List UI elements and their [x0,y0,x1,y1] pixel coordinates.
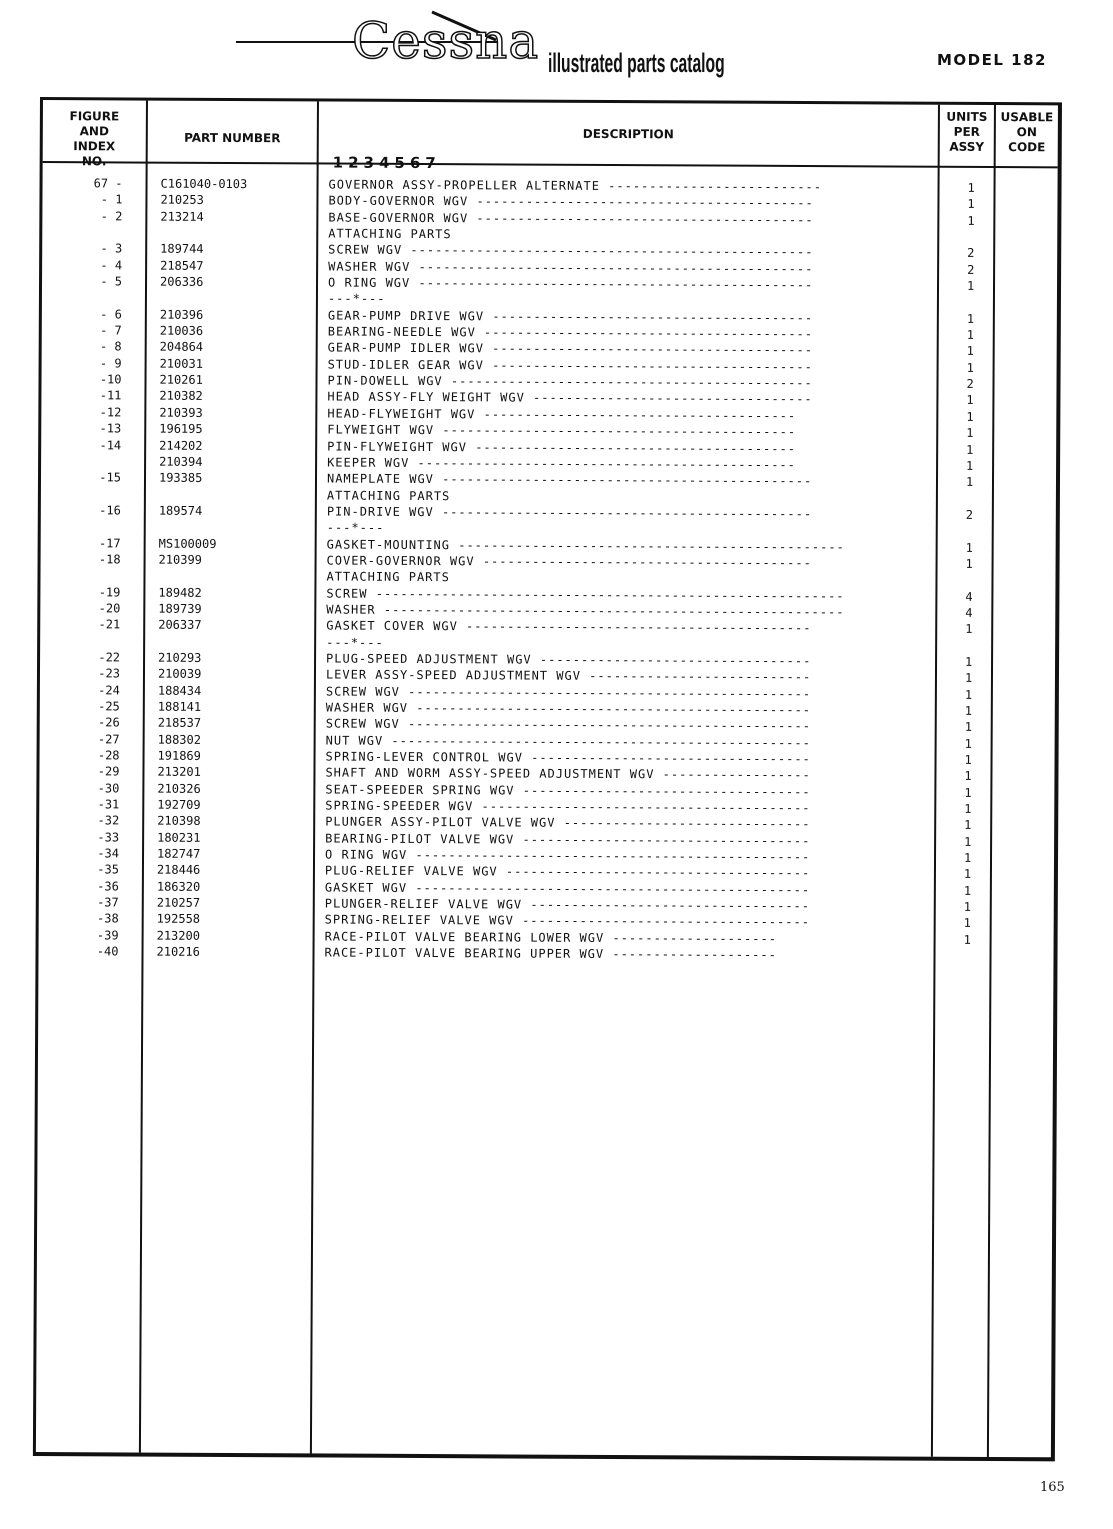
units-cell: 1 [964,801,972,816]
figure-index-cell: -31 [97,797,120,812]
figure-index-cell: -10 [99,372,122,387]
part-number-cell: 206337 [158,617,202,633]
part-number-cell: 188302 [157,732,202,747]
part-number-cell: 210398 [157,814,201,829]
figure-index-cell: -12 [99,405,122,420]
part-number-cell: 191869 [157,748,201,763]
description-cell: SCREW --------------------------------------------------------- [326,586,845,603]
part-number-cell: 213214 [160,209,204,224]
page-number: 165 [1040,1480,1065,1495]
figure-index-cell: -17 [98,535,121,550]
part-number-cell: 189739 [158,601,202,616]
units-cell: 1 [966,393,974,408]
description-cell: SCREW WGV ------------------------------------------------- [325,684,812,701]
figure-index-cell: -20 [98,601,121,616]
figure-index-cell: - 1 [100,192,123,207]
figure-index-cell: -28 [97,748,120,763]
part-number-cell: 188434 [157,683,202,698]
units-cell: 1 [967,180,975,195]
figure-index-cell: -36 [97,879,119,894]
description-cell: ATTACHING PARTS [328,226,452,242]
header-divider [43,161,1058,168]
part-number-cell: 210394 [159,454,203,469]
units-cell: 1 [963,883,972,898]
units-cell: 1 [963,867,972,882]
part-number-cell: 182747 [157,846,201,861]
description-cell: HEAD ASSY-FLY WEIGHT WGV ---------------------------------- [327,389,813,407]
description-cell: GEAR-PUMP DRIVE WGV --------------------------------------- [327,308,814,325]
part-number-cell: 210261 [159,372,203,387]
part-number-cell: 189574 [158,503,203,518]
units-cell: 1 [964,687,973,702]
part-number-cell: 192558 [156,912,201,927]
figure-index-cell: -38 [96,911,119,926]
description-cell: RACE-PILOT VALVE BEARING UPPER WGV -------------------- [324,945,777,963]
header-part-number: PART NUMBER [184,130,281,146]
description-cell: PLUG-RELIEF VALVE WGV ------------------------------------- [324,863,811,881]
description-cell: SPRING-SPEEDER WGV ---------------------------------------- [325,798,811,816]
description-cell: BASE-GOVERNOR WGV ----------------------------------------- [328,210,814,227]
description-cell: NUT WGV --------------------------------------------------- [325,733,811,750]
part-number-cell: 214202 [159,438,203,453]
part-number-cell: 210326 [157,781,201,796]
units-cell: 2 [967,246,975,261]
units-cell: 1 [964,671,973,686]
description-cell: BEARING-NEEDLE WGV ---------------------------------------- [327,324,814,342]
part-number-cell: 213200 [156,928,201,943]
part-number-cell: 218547 [160,258,204,273]
part-number-cell: 218446 [156,863,201,878]
units-cell: 1 [965,622,973,637]
units-cell: 1 [963,916,971,931]
description-cell: GOVERNOR ASSY-PROPELLER ALTERNATE -------------------------- [328,177,823,195]
description-cell: LEVER ASSY-SPEED ADJUSTMENT WGV --------------------------- [325,667,812,685]
figure-index-cell: -14 [99,437,122,452]
figure-index-cell: - 3 [100,241,123,256]
description-cell: O RING WGV ------------------------------------------------ [327,275,814,293]
part-number-cell: 210393 [159,405,203,420]
figure-index-cell: 67 - [93,176,123,191]
header-description: DESCRIPTION [582,126,674,142]
figure-index-cell: -37 [97,895,119,910]
figure-index-cell: - 9 [99,356,122,371]
description-cell: SHAFT AND WORM ASSY-SPEED ADJUSTMENT WGV ------------------ [325,765,811,783]
units-cell: 2 [965,507,974,522]
header-units-per-assy: UNITS PER ASSY [946,109,988,154]
part-number-cell: C161040-0103 [160,176,248,192]
units-cell: 1 [963,899,972,915]
description-cell: ---*--- [326,635,384,650]
units-cell: 1 [965,556,973,571]
part-number-cell: 189744 [160,242,204,257]
part-number-cell: 193385 [158,470,203,486]
part-number-cell: 188141 [157,699,202,714]
figure-index-cell: -26 [98,715,120,730]
description-cell: SPRING-RELIEF VALVE WGV ----------------------------------- [324,912,810,930]
figure-index-cell: -21 [98,617,121,632]
part-number-cell: 189482 [158,585,202,600]
units-cell: 1 [966,409,974,424]
part-number-cell: 210216 [156,944,200,960]
model-label: MODEL 182 [937,51,1047,69]
units-cell: 1 [964,834,972,849]
units-cell: 2 [966,376,974,392]
figure-index-cell: -39 [96,928,119,943]
page-header [0,0,1113,95]
description-cell: O RING WGV ------------------------------------------------ [325,847,811,865]
part-number-cell: 210382 [159,389,203,404]
description-cell: ATTACHING PARTS [326,569,450,585]
figure-index-cell: - 2 [100,209,123,224]
part-number-cell: 210039 [157,666,202,682]
figure-index-cell: -19 [98,584,121,600]
figure-index-cell: -13 [99,421,122,436]
part-number-cell: 210396 [159,307,204,322]
units-cell: 4 [965,589,973,604]
figure-index-cell: - 6 [100,307,122,322]
description-cell: GASKET-MOUNTING ----------------------------------------------- [326,537,845,554]
part-number-cell: 204864 [159,340,204,355]
description-cell: GASKET COVER WGV ------------------------------------------ [326,618,812,636]
header-indent-digits: 1234567 [332,153,441,173]
units-cell: 4 [965,605,973,620]
figure-index-cell: -15 [99,470,122,485]
units-cell: 1 [967,197,975,212]
part-number-cell: 186320 [156,879,201,894]
description-cell: BODY-GOVERNOR WGV ----------------------------------------- [328,193,814,211]
units-cell: 1 [966,442,974,457]
figure-index-cell: -24 [98,682,120,698]
units-cell: 1 [963,850,972,865]
figure-index-cell: -40 [96,944,119,959]
description-cell: ---*--- [326,520,385,536]
description-cell: GEAR-PUMP IDLER WGV --------------------------------------- [327,340,813,358]
header-usable-on-code: USABLE ON CODE [1000,110,1054,155]
part-number-cell: 210399 [158,552,202,567]
description-cell: KEEPER WGV ---------------------------------------------- [327,455,796,472]
description-cell: PLUNGER ASSY-PILOT VALVE WGV ------------------------------ [325,814,811,832]
figure-index-cell: -29 [97,764,120,779]
description-cell: PLUG-SPEED ADJUSTMENT WGV --------------------------------- [326,651,812,669]
part-number-cell: 192709 [157,797,201,812]
description-cell: STUD-IDLER GEAR WGV --------------------------------------- [327,357,813,374]
description-cell: BEARING-PILOT VALVE WGV ----------------------------------- [325,831,811,848]
description-cell: GASKET WGV ------------------------------------------------ [324,880,811,897]
part-number-cell: 180231 [157,830,201,845]
units-cell: 1 [964,703,973,718]
part-number-cell: 210031 [159,356,204,371]
description-cell: PIN-DRIVE WGV --------------------------------------------- [326,504,813,521]
units-cell: 1 [964,752,972,767]
description-cell: HEAD-FLYWEIGHT WGV -------------------------------------- [327,406,797,423]
figure-index-cell: -33 [97,830,120,845]
units-cell: 1 [966,426,974,441]
units-cell: 1 [964,769,972,784]
description-cell: SEAT-SPEEDER SPRING WGV ----------------------------------- [325,782,811,799]
description-cell: SCREW WGV ------------------------------------------------- [328,242,814,260]
part-number-cell: 218537 [157,715,202,731]
figure-index-cell: -25 [98,699,120,714]
description-cell: COVER-GOVERNOR WGV ---------------------------------------- [326,553,812,570]
units-cell: 1 [965,654,973,669]
figure-index-cell: -27 [97,731,120,747]
part-number-cell: 206336 [159,274,204,289]
description-cell: WASHER WGV ------------------------------------------------ [325,700,812,718]
description-cell: ATTACHING PARTS [326,488,451,503]
parts-table [33,97,1062,1461]
description-cell: PLUNGER-RELIEF VALVE WGV ---------------------------------- [324,896,811,914]
units-cell: 1 [965,475,974,490]
part-number-cell: 210257 [156,895,201,910]
description-cell: RACE-PILOT VALVE BEARING LOWER WGV -------------------- [324,929,777,946]
part-number-cell: MS100009 [158,536,217,551]
units-cell: 1 [966,458,974,473]
description-cell: ---*--- [327,291,386,307]
catalog-title: illustrated parts catalog [548,48,725,78]
description-cell: SPRING-LEVER CONTROL WGV ---------------------------------- [325,749,811,767]
description-cell: WASHER WGV ------------------------------------------------ [328,259,814,276]
header-figure-index: FIGURE AND INDEX NO. [69,109,120,169]
figure-index-cell: -35 [97,862,119,877]
units-cell: 1 [966,311,975,326]
figure-index-cell: - 5 [100,274,123,289]
part-number-cell: 210253 [160,192,204,208]
figure-index-cell: -32 [97,813,120,828]
description-cell: PIN-DOWELL WGV -------------------------------------------- [327,373,813,391]
units-cell: 1 [966,344,974,359]
part-number-cell: 210036 [159,323,204,338]
units-cell: 1 [967,213,975,228]
units-cell: 1 [963,932,971,947]
part-number-cell: 210293 [158,650,202,665]
description-cell: WASHER -------------------------------------------------------- [326,602,845,620]
units-cell: 1 [964,785,972,800]
units-cell: 2 [967,262,975,277]
description-cell: PIN-FLYWEIGHT WGV --------------------------------------- [327,439,797,456]
units-cell: 1 [964,818,972,833]
figure-index-cell: -34 [97,846,120,861]
figure-index-cell: - 7 [100,323,122,338]
units-cell: 1 [964,736,972,751]
description-cell: SCREW WGV ------------------------------------------------- [325,716,812,734]
part-number-cell: 196195 [159,421,203,437]
figure-index-cell: -11 [99,388,122,403]
figure-index-cell: -30 [97,781,120,796]
units-cell: 1 [966,360,974,375]
units-cell: 1 [965,540,973,555]
description-cell: FLYWEIGHT WGV ------------------------------------------- [327,422,797,440]
figure-index-cell: -22 [98,650,121,665]
figure-index-cell: -23 [98,666,121,681]
figure-index-cell: -18 [98,552,121,567]
units-cell: 1 [966,278,975,293]
units-cell: 1 [966,327,975,342]
part-number-cell: 213201 [157,764,201,780]
figure-index-cell: - 8 [99,339,122,354]
figure-index-cell: -16 [99,503,121,518]
description-cell: NAMEPLATE WGV --------------------------------------------- [326,471,813,489]
cessna-logo: Cessna [352,12,540,70]
figure-index-cell: - 4 [100,258,123,273]
parts-rows [38,175,1057,965]
units-cell: 1 [964,720,972,735]
